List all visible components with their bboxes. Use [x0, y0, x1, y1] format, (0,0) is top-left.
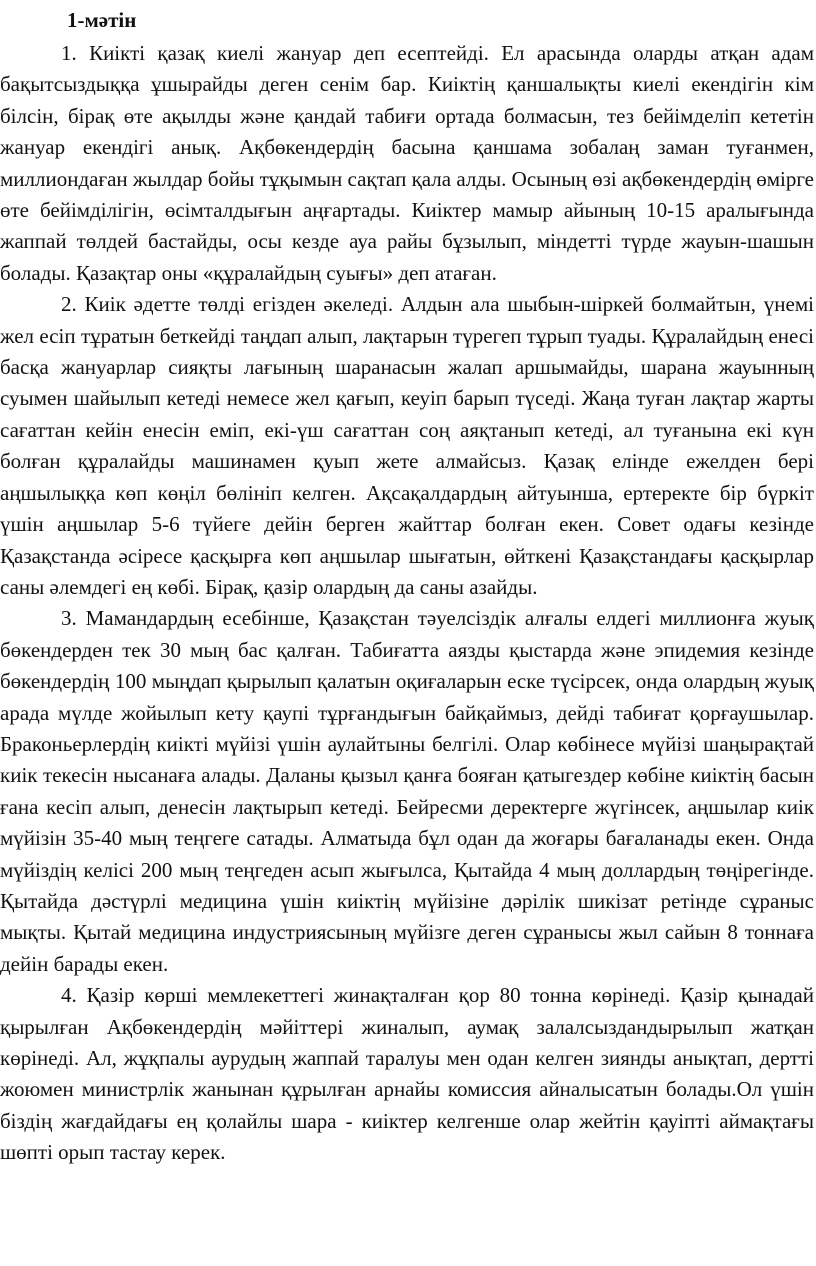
paragraph-4: 4. Қазір көрші мемлекеттегі жинақталған қор 80 тонна көрінеді. Қазір қынадай қырылған Ақбөкендердің мәйіттері жиналып, аумақ залалсыздандырылып жатқан көрінеді. Ал, жұқпалы аурудың жаппай таралуы мен одан келген зиянды анықтап, дертті жоюмен министрлік жанынан құрылған арнайы комиссия айналысатын болады.Ол үшін біздің жағдайдағы ең қолайлы шара - киіктер келгенше олар жейтін қауіпті аймақтағы шөпті орып тастау керек.: [0, 983, 814, 1165]
paragraph-3: 3. Мамандардың есебінше, Қазақстан тәуелсіздік алғалы елдегі миллионға жуық бөкендерден тек 30 мың бас қалған. Табиғатта аязды қыстарда және эпидемия кезінде бөкендердің 100 мыңдап қырылып қалатын оқиғаларын еске түсірсек, онда олардың жуық арада мүлде жойылып кету қаупі тұрғандығын байқаймыз, дейді табиғат қорғаушылар. Браконьерлердің киікті мүйізі үшін аулайтыны белгілі. Олар көбінесе мүйізі шаңырақтай киік текесін нысанаға алады. Даланы қызыл қанға бояған қатыгездер көбіне киіктің басын ғана кесіп алып, денесін лақтырып кетеді. Бейресми деректерге жүгінсек, аңшылар киік мүйізін 35-40 мың теңгеге сатады. Алматыда бұл одан да жоғары бағаланады екен. Онда мүйіздің келісі 200 мың теңгеден асып жығылса, Қытайда 4 мың доллардың төңірегінде. Қытайда дәстүрлі медицина үшін киіктің мүйізіне дәрілік шикізат ретінде сұраныс мықты. Қытай медицина индустриясының мүйізге деген сұранысы жыл сайын 8 тоннаға дейін барады екен.: [0, 606, 814, 976]
paragraph-1: 1. Киікті қазақ киелі жануар деп есептейді. Ел арасында оларды атқан адам бақытсыздыққа ұшырайды деген сенім бар. Киіктің қаншалықты киелі екендігін кім білсін, бірақ өте ақылды және қандай табиғи ортада болмасын, тез бейімделіп кететін жануар екендігі анық. Ақбөкендердің басына қаншама зобалаң заман туғанмен, миллиондаған жылдар бойы тұқымын сақтап қала алды. Осының өзі ақбөкендердің өмірге өте бейімділігін, өсімталдығын аңғартады. Киіктер мамыр айының 10-15 аралығында жаппай төлдей бастайды, осы кезде ауа райы бұзылып, міндетті түрде жауын-шашын болады. Қазақтар оны «құралайдың суығы» деп атаған.: [0, 41, 814, 285]
paragraph-2: 2. Киік әдетте төлді егізден әкеледі. Алдын ала шыбын-шіркей болмайтын, үнемі жел есіп тұратын беткейді таңдап алып, лақтарын түрегеп тұрып туады. Құралайдың енесі басқа жануарлар сияқты лағының шаранасын жалап аршымайды, шарана жауынның суымен шайылып кетеді немесе жел қағып, кеуіп барып түседі. Жаңа туған лақтар жарты сағаттан кейін енесін еміп, екі-үш сағаттан соң аяқтанып кетеді, ал туғанына екі күн болған құралайды машинамен қуып жете алмайсыз. Қазақ елінде ежелден бері аңшылыққа көп көңіл бөлініп келген. Ақсақалдардың айтуынша, ертеректе бір бүркіт үшін аңшылар 5-6 түйеге дейін берген жайттар болған екен. Совет одағы кезінде Қазақстанда әсіресе қасқырға көп аңшылар шығатын, өйткені Қазақстандағы қасқырлар саны әлемдегі ең көбі. Бірақ, қазір олардың да саны азайды.: [0, 292, 814, 599]
document-title: 1-мәтін: [67, 8, 137, 32]
